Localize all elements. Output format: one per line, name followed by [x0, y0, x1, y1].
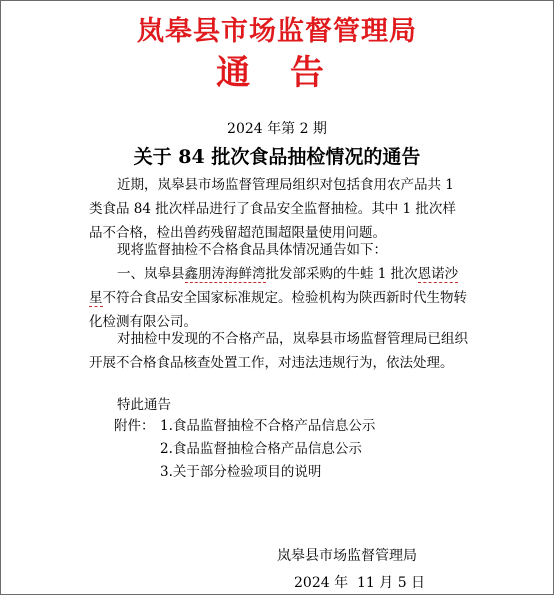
agency-header: 岚皋县市场监督管理局 — [137, 16, 417, 47]
item-prefix: 一、岚皋县 — [117, 266, 185, 282]
issue-date: 2024 年 11 月 5 日 — [294, 575, 426, 591]
attachment-item: 2.食品监督抽检合格产品信息公示 — [160, 441, 362, 457]
document-title: 关于 84 批次食品抽检情况的通告 — [133, 146, 421, 168]
paragraph-handling: 对抽检中发现的不合格产品，岚皋县市场监督管理局已组织开展不合格食品核查处置工作，对违法违规行为，依法处理。 — [89, 331, 468, 371]
special-notice: 特此通告 — [117, 397, 171, 413]
attachment-item: 1.食品监督抽检不合格产品信息公示 — [160, 418, 376, 434]
signature: 岚皋县市场监督管理局 — [277, 548, 417, 564]
paragraph-unqualified-detail — [89, 262, 469, 334]
issue-number: 2024 年第 2 期 — [227, 121, 327, 137]
paragraph-intro: 近期，岚皋县市场监督管理局组织对包括食用农产品共 1 类食品 84 批次样品进行了食品安全监督抽检。其中 1 批次样品不合格，检出兽药残留超范围超限量使用问题。 — [89, 177, 456, 241]
paragraph-announcement: 现将监督抽检不合格食品具体情况通告如下： — [117, 242, 387, 258]
notice-heading: 通 告 — [216, 53, 338, 93]
item-suffix: 不符合食品安全国家标准规定。检验机构为陕西新时代生物转化检测有限公司。 — [89, 290, 467, 330]
item-middle: 批发部采购的牛蛙 1 批次 — [265, 266, 418, 282]
attachment-item: 3.关于部分检验项目的说明 — [160, 464, 322, 480]
attachments-label: 附件： — [114, 418, 155, 434]
company-name: 鑫朋涛海鲜湾 — [184, 266, 266, 282]
drug-name: 恩诺沙星 — [89, 266, 459, 306]
